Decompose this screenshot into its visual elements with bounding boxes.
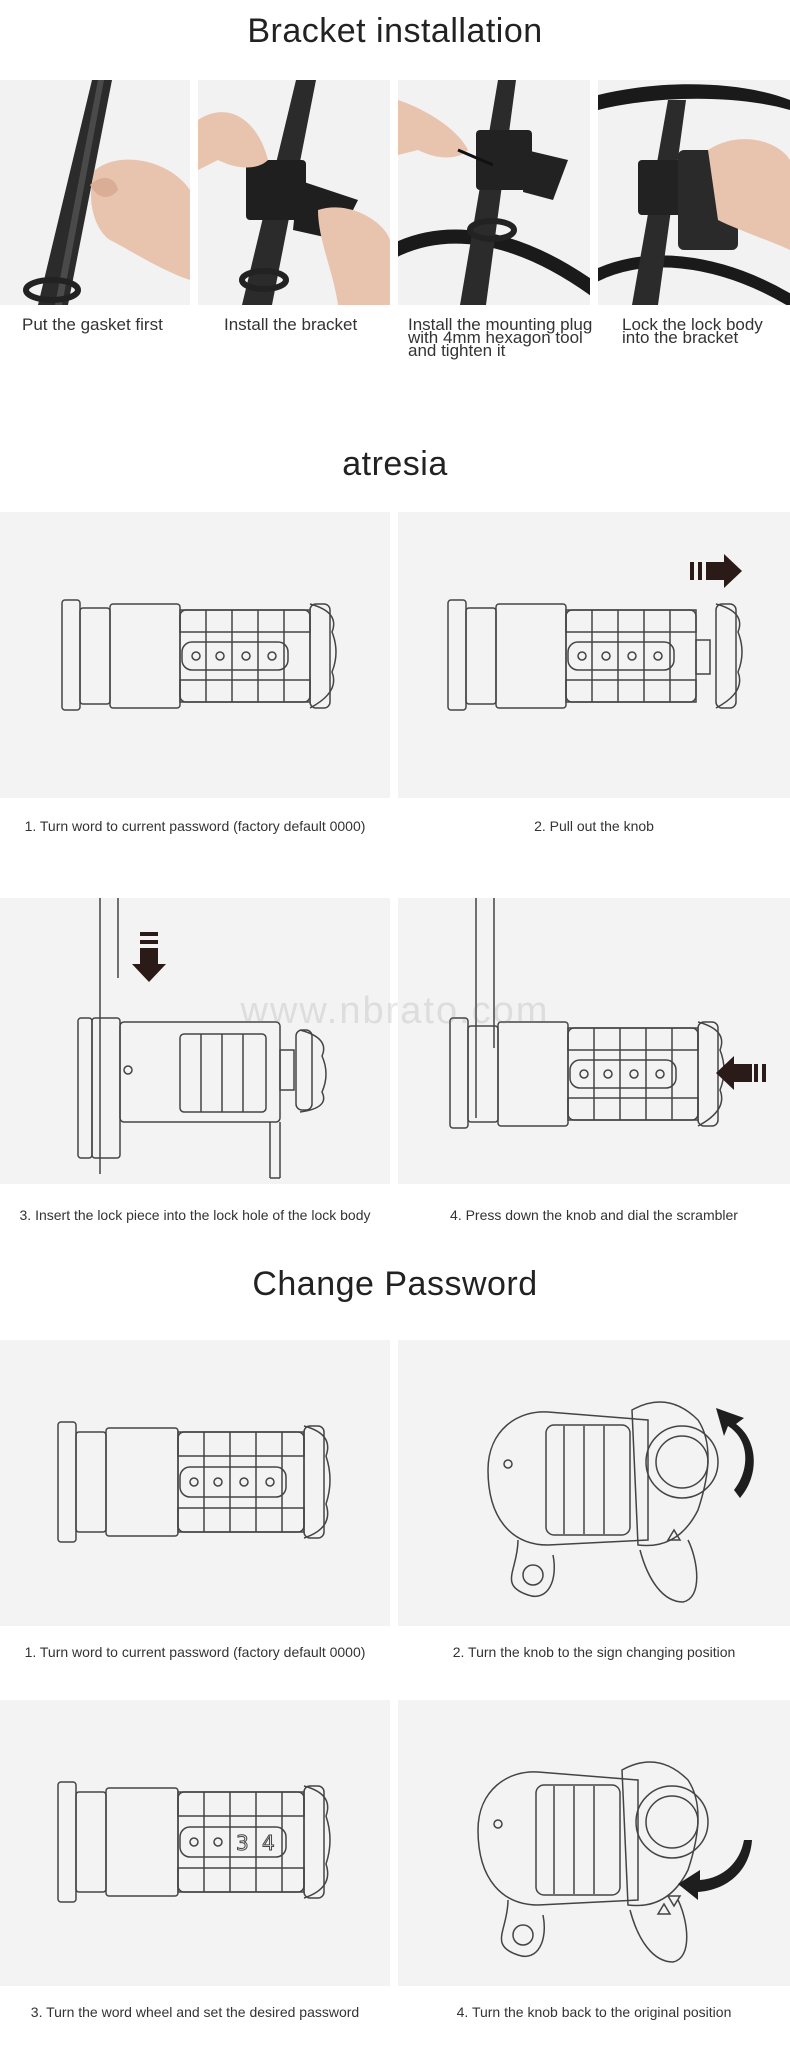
atresia-title: atresia (342, 445, 448, 483)
dial-digit-4: 4 (262, 1831, 275, 1855)
change-step-1-illustration (0, 1340, 390, 1626)
arrow-right-icon (690, 554, 742, 588)
bracket-step-3-caption: Install the mounting plug with 4mm hexagon tool and tighten it (408, 315, 593, 360)
rotate-counterclockwise-arrow-icon (678, 1840, 752, 1900)
change-step-2-illustration (398, 1340, 790, 1626)
bracket-step-4-photo (598, 80, 790, 305)
atresia-step-3-caption: 3. Insert the lock piece into the lock hole of the lock body (19, 1207, 371, 1223)
dial-digit-3: 3 (236, 1831, 249, 1855)
atresia-step-2-caption: 2. Pull out the knob (534, 818, 654, 834)
atresia-step-4-caption: 4. Press down the knob and dial the scrambler (450, 1207, 738, 1223)
bracket-step-1-caption: Put the gasket first (22, 315, 163, 334)
bracket-step-2-caption: Install the bracket (224, 315, 358, 334)
watermark: www.nbrato.com (240, 990, 550, 1032)
change-password-title: Change Password (252, 1265, 538, 1303)
bracket-installation-title: Bracket installation (247, 12, 543, 50)
bracket-step-2-photo (198, 80, 390, 305)
change-step-4-caption: 4. Turn the knob back to the original position (456, 2004, 732, 2020)
atresia-step-3-illustration (0, 898, 390, 1184)
rotate-clockwise-arrow-icon (716, 1408, 754, 1498)
atresia-step-2-illustration (398, 512, 790, 798)
atresia-step-4-illustration (398, 898, 790, 1184)
arrow-down-icon (132, 932, 166, 982)
change-step-4-illustration (398, 1700, 790, 1986)
atresia-step-1-illustration (0, 512, 390, 798)
change-step-3-caption: 3. Turn the word wheel and set the desired password (30, 2004, 360, 2020)
change-step-1-caption: 1. Turn word to current password (factory default 0000) (24, 1644, 366, 1660)
atresia-step-1-caption: 1. Turn word to current password (factory default 0000) (24, 818, 366, 834)
bracket-step-4-caption: Lock the lock body into the bracket (622, 315, 763, 347)
bracket-step-1-photo (0, 80, 190, 305)
change-step-3-illustration (0, 1700, 390, 1986)
bracket-step-3-photo (398, 80, 590, 305)
change-step-2-caption: 2. Turn the knob to the sign changing position (452, 1644, 736, 1660)
